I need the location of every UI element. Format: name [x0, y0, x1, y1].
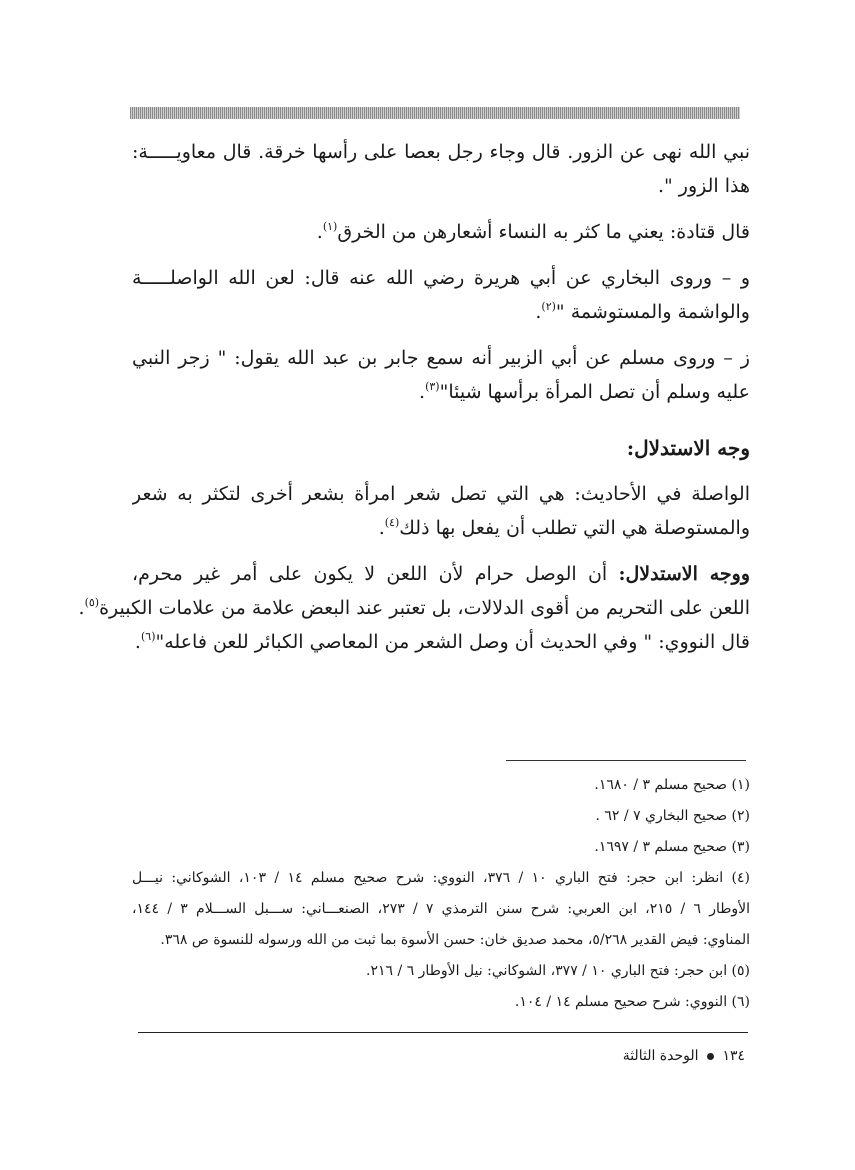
footnote-3: (٣) صحيح مسلم ٣ / ١٦٩٧.	[594, 839, 750, 855]
paragraph-4-line-1: ز – وروى مسلم عن أبي الزبير أنه سمع جابر بن عبد الله يقول: " زجر النبي	[132, 347, 750, 369]
paragraph-3-end: .	[535, 301, 542, 323]
footnote-2: (٢) صحيح البخاري ٧ / ٦٢ .	[595, 808, 750, 824]
paragraph-4-text: عليه وسلم أن تصل المرأة برأسها شيئا"	[439, 381, 750, 403]
section-heading: وجه الاستدلال:	[626, 436, 750, 460]
paragraph-6-text-2: اللعن على التحريم من أقوى الدلالات، بل تعتبر عند البعض علامة من علامات الكبيرة	[99, 597, 750, 619]
paragraph-3-line-2	[132, 295, 750, 329]
footnote-6: (٦) النووي: شرح صحيح مسلم ١٤ / ١٠٤.	[514, 994, 750, 1010]
paragraph-3-text: والواشمة والمستوشمة "	[555, 301, 750, 323]
footnotes	[132, 770, 750, 1018]
footnote-1: (١) صحيح مسلم ٣ / ١٦٨٠.	[594, 777, 750, 793]
paragraph-7-text: قال النووي: " وفي الحديث أن وصل الشعر من المعاصي الكبائر للعن فاعله"	[155, 631, 750, 653]
paragraph-5-line-1: الواصلة في الأحاديث: هي التي تصل شعر امرأة بشعر أخرى لتكثر به شعر	[132, 483, 750, 505]
footnote-ref-4: (٤)	[384, 516, 400, 529]
paragraph-5-end: .	[378, 517, 385, 539]
header-band	[130, 107, 740, 119]
paragraph-4-end: .	[419, 381, 426, 403]
paragraph-5-line-2	[132, 511, 750, 545]
footnote-4-line-2: الأوطار ٦ / ٢١٥، ابن العربي: شرح سنن الترمذي ٧ / ٢٧٣، الصنعـــاني: ســـبل الســـلام ٣ / ١٤٤،	[132, 901, 750, 917]
paragraph-1-line-2: هذا الزور ".	[657, 175, 750, 197]
paragraph-6-line-1	[132, 557, 750, 591]
footer-rule	[138, 1032, 748, 1033]
paragraph-3-line-1: و – وروى البخاري عن أبي هريرة رضي الله عنه قال: لعن الله الواصلـــــة	[132, 267, 750, 289]
page-number: ١٣٤	[722, 1048, 745, 1064]
footnote-4-line-3: المناوي: فيض القدير ٥/٢٦٨، محمد صديق خان: حسن الأسوة بما ثبت من الله ورسوله للنسوة ص ٣٦٨.	[160, 932, 750, 948]
footnote-ref-5: (٥)	[84, 596, 100, 609]
main-text	[78, 135, 750, 659]
paragraph-1-line-1: نبي الله نهى عن الزور. قال وجاء رجل بعصا على رأسها خرقة. قال معاويـــــة:	[132, 141, 750, 163]
paragraph-4-line-2	[132, 375, 750, 409]
paragraph-5-text: والمستوصلة هي التي تطلب أن يفعل بها ذلك	[399, 517, 750, 539]
bullet-icon	[707, 1053, 714, 1060]
footnote-4-line-1: (٤) انظر: ابن حجر: فتح الباري ١٠ / ٣٧٦، النووي: شرح صحيح مسلم ١٤ / ١٠٣، الشوكاني: نيـــل	[132, 870, 750, 886]
footnote-ref-3: (٣)	[425, 380, 440, 393]
paragraph-6-text: أن الوصل حرام لأن اللعن لا يكون على أمر غير محرم،	[132, 563, 608, 585]
unit-title: الوحدة الثالثة	[622, 1048, 699, 1064]
footnote-ref-2: (٢)	[541, 300, 556, 313]
paragraph-6-end: .	[78, 597, 85, 619]
footnote-separator	[506, 760, 746, 761]
page-footer	[623, 1048, 745, 1064]
paragraph-6-line-2	[78, 591, 750, 625]
paragraph-2-text: قال قتادة: يعني ما كثر به النساء أشعارهن من الخرق	[337, 221, 750, 243]
inference-label: ووجه الاستدلال:	[618, 563, 750, 585]
paragraph-2-end: .	[316, 221, 323, 243]
paragraph-7-line-1	[132, 625, 750, 659]
footnote-5: (٥) ابن حجر: فتح الباري ١٠ / ٣٧٧، الشوكاني: نيل الأوطار ٦ / ٢١٦.	[366, 963, 750, 979]
paragraph-2-line-1	[132, 215, 750, 249]
paragraph-7-end: .	[134, 631, 141, 653]
footnote-ref-6: (٦)	[140, 630, 156, 643]
footnote-ref-1: (١)	[322, 220, 338, 233]
